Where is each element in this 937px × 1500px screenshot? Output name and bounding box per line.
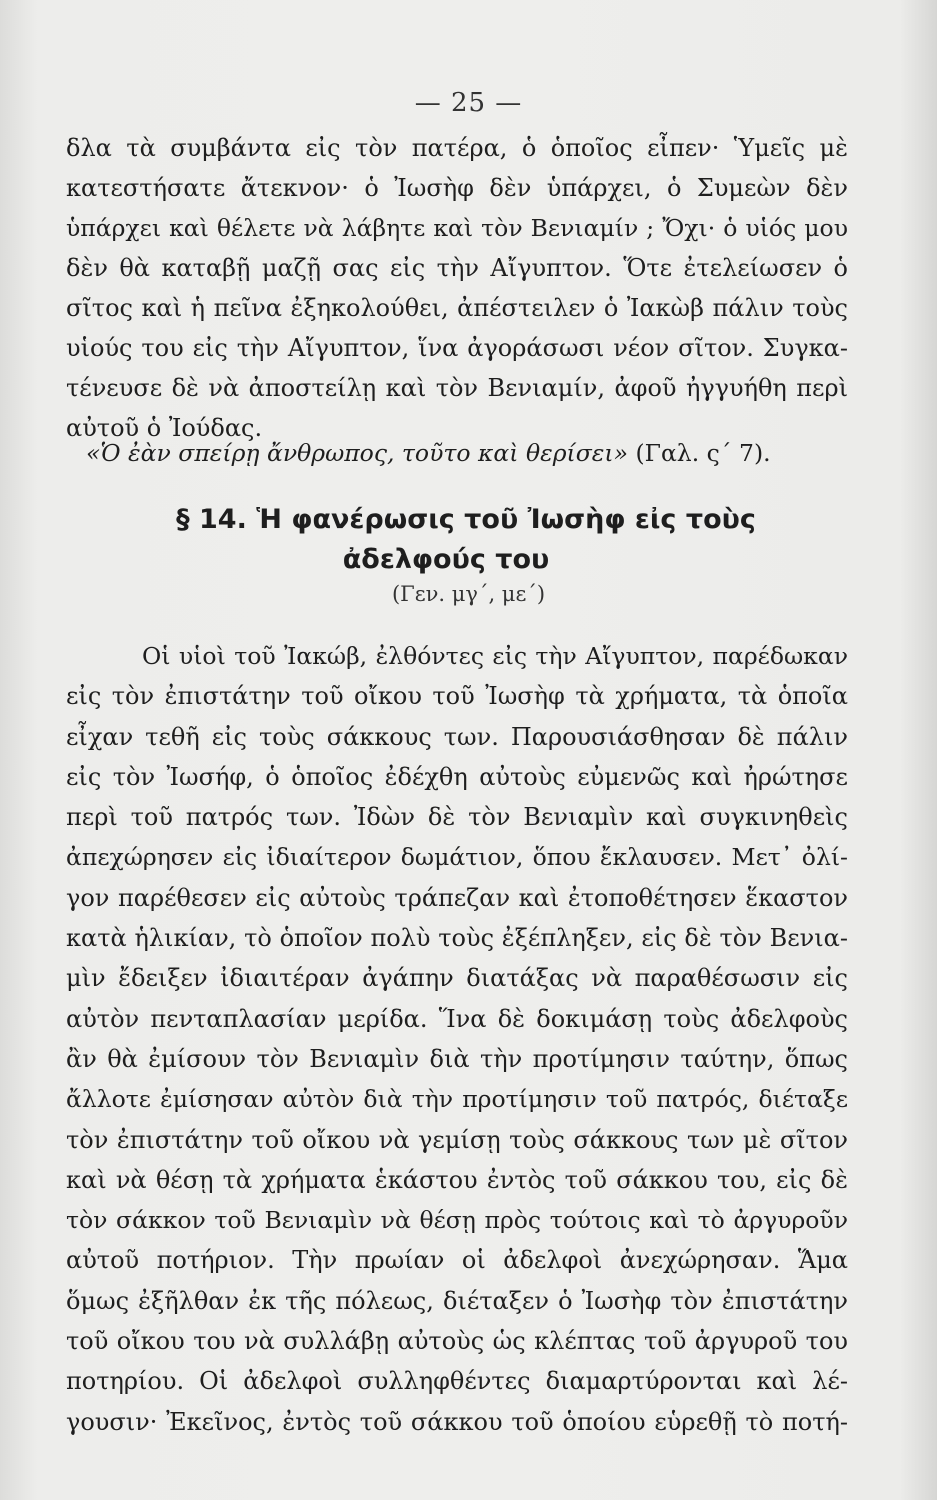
- text-line: ἂν θὰ ἐμίσουν τὸν Βενιαμὶν διὰ τὴν προτίμησιν ταύτην, ὅπως: [66, 1044, 848, 1073]
- text-line: σῖτος καὶ ἡ πεῖνα ἐξηκολούθει, ἀπέστειλεν ὁ Ἰακὼβ πάλιν τοὺς: [66, 294, 848, 322]
- paragraph-2: [66, 636, 848, 1442]
- section-number: § 14.: [176, 504, 247, 535]
- text-line: δλα τὰ συμβάντα εἰς τὸν πατέρα, ὁ ὁποῖος εἶπεν· Ὑμεῖς μὲ: [66, 134, 848, 162]
- section-title-line-2: ἀδελφούς του: [342, 544, 550, 575]
- section-heading: [96, 500, 836, 580]
- text-line: Οἱ υἱοὶ τοῦ Ἰακώβ, ἐλθόντες εἰς τὴν Αἴγυπτον, παρέδωκαν: [142, 642, 848, 670]
- text-line: τὸν σάκκον τοῦ Βενιαμὶν νὰ θέσῃ πρὸς τούτοις καὶ τὸ ἀργυροῦν: [66, 1206, 848, 1235]
- text-line: τένευσε δὲ νὰ ἀποστείλῃ καὶ τὸν Βενιαμίν, ἀφοῦ ἠγγυήθη περὶ: [66, 374, 848, 402]
- text-line: ὅμως ἐξῆλθαν ἐκ τῆς πόλεως, διέταξεν ὁ Ἰωσὴφ τὸν ἐπιστάτην: [66, 1286, 848, 1315]
- text-line: καὶ νὰ θέσῃ τὰ χρήματα ἑκάστου ἐντὸς τοῦ σάκκου του, εἰς δὲ: [66, 1165, 848, 1194]
- text-line: κατεστήσατε ἄτεκνον· ὁ Ἰωσὴφ δὲν ὑπάρχει, ὁ Συμεὼν δὲν: [66, 174, 848, 202]
- text-line: ὑπάρχει καὶ θέλετε νὰ λάβητε καὶ τὸν Βενιαμίν ; Ὄχι· ὁ υἱός μου: [66, 214, 848, 242]
- text-line: μὶν ἔδειξεν ἰδιαιτέραν ἀγάπην διατάξας νὰ παραθέσωσιν εἰς: [66, 964, 848, 993]
- text-line: ἀπεχώρησεν εἰς ἰδιαίτερον δωμάτιον, ὅπου ἔκλαυσεν. Μετ᾽ ὀλί-: [66, 843, 848, 872]
- paragraph-1: [66, 128, 848, 448]
- text-line: γον παρέθεσεν εἰς αὐτοὺς τράπεζαν καὶ ἐτοποθέτησεν ἕκαστον: [66, 883, 848, 912]
- text-line: κατὰ ἡλικίαν, τὸ ὁποῖον πολὺ τοὺς ἐξέπληξεν, εἰς δὲ τὸν Βενια-: [66, 924, 848, 953]
- text-line: αὐτοῦ ὁ Ἰούδας.: [66, 414, 263, 442]
- section-source-reference: (Γεν. μγ΄, με΄): [391, 582, 546, 606]
- text-line: περὶ τοῦ πατρός των. Ἰδὼν δὲ τὸν Βενιαμὶν καὶ συγκινηθεὶς: [66, 803, 848, 832]
- section-title-line-1: Ἡ φανέρωσις τοῦ Ἰωσὴφ εἰς τοὺς: [256, 504, 756, 535]
- text-line: γουσιν· Ἐκεῖνος, ἐντὸς τοῦ σάκκου τοῦ ὁποίου εὑρεθῇ τὸ ποτή-: [66, 1407, 848, 1436]
- text-line: τοῦ οἴκου του νὰ συλλάβῃ αὐτοὺς ὡς κλέπτας τοῦ ἀργυροῦ του: [66, 1327, 848, 1356]
- text-line: εἰς τὸν ἐπιστάτην τοῦ οἴκου τοῦ Ἰωσὴφ τὰ χρήματα, τὰ ὁποῖα: [66, 682, 848, 711]
- text-line: υἱούς του εἰς τὴν Αἴγυπτον, ἵνα ἀγοράσωσι νέον σῖτον. Συγκα-: [66, 334, 848, 362]
- quote-reference: (Γαλ. ς΄ 7).: [635, 439, 771, 467]
- text-line: εἰς τὸν Ἰωσήφ, ὁ ὁποῖος ἐδέχθη αὐτοὺς εὐμενῶς καὶ ἠρώτησε: [66, 762, 848, 791]
- text-line: τὸν ἐπιστάτην τοῦ οἴκου νὰ γεμίσῃ τοὺς σάκκους των μὲ σῖτον: [66, 1125, 848, 1154]
- text-line: ἄλλοτε ἐμίσησαν αὐτὸν διὰ τὴν προτίμησιν τοῦ πατρός, διέταξε: [66, 1085, 848, 1114]
- page-number: — 25 —: [414, 88, 523, 118]
- text-line: ποτηρίου. Οἱ ἀδελφοὶ συλληφθέντες διαμαρτύρονται καὶ λέ-: [66, 1367, 848, 1396]
- text-line: αὐτοῦ ποτήριον. Τὴν πρωίαν οἱ ἀδελφοὶ ἀνεχώρησαν. Ἅμα: [66, 1246, 848, 1275]
- text-line: δὲν θὰ καταβῇ μαζῇ σας εἰς τὴν Αἴγυπτον. Ὅτε ἐτελείωσεν ὁ: [66, 254, 848, 282]
- text-line: αὐτὸν πενταπλασίαν μερίδα. Ἵνα δὲ δοκιμάσῃ τοὺς ἀδελφοὺς: [66, 1004, 848, 1033]
- text-line: εἶχαν τεθῆ εἰς τοὺς σάκκους των. Παρουσιάσθησαν δὲ πάλιν: [66, 722, 848, 751]
- quote-text: «Ὁ ἐὰν σπείρῃ ἄνθρωπος, τοῦτο καὶ θερίσει»: [86, 439, 628, 467]
- scripture-quote: [86, 433, 776, 473]
